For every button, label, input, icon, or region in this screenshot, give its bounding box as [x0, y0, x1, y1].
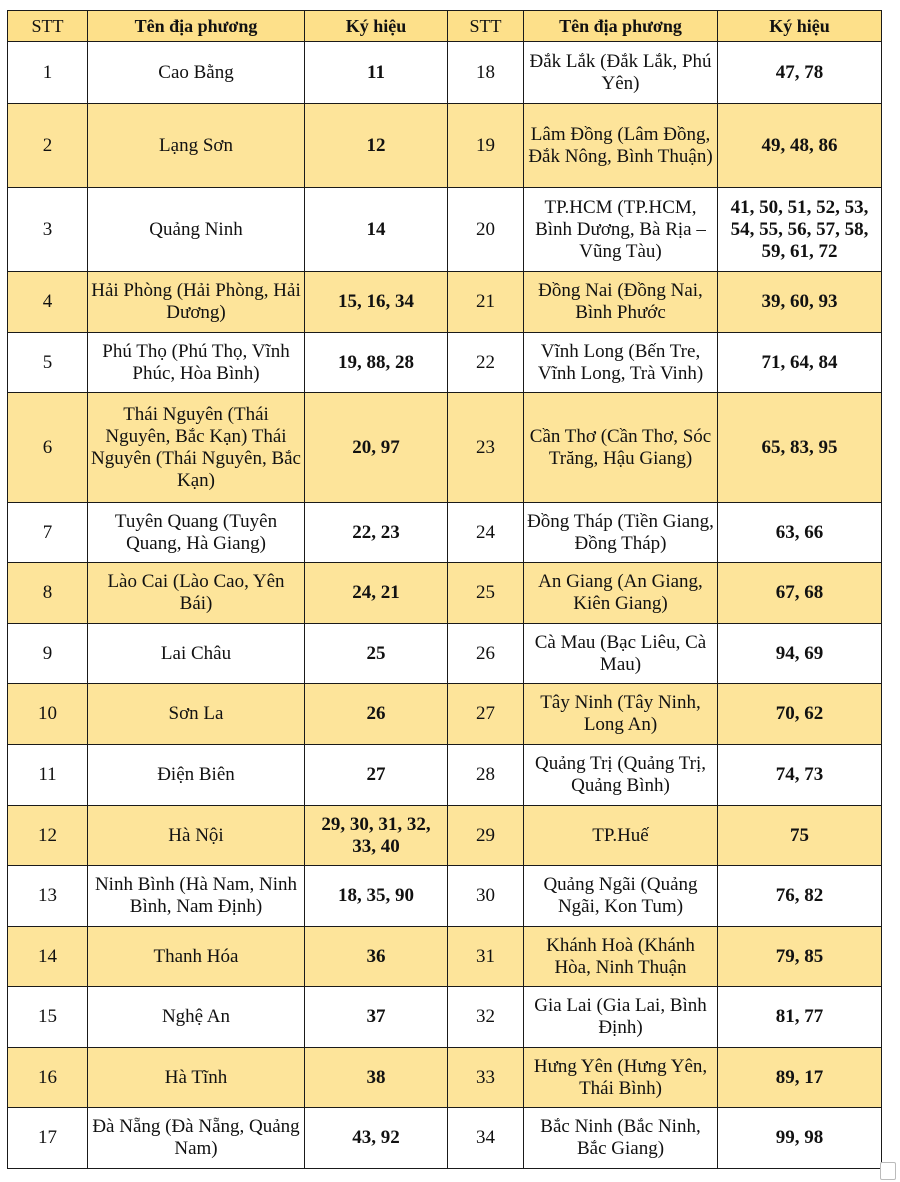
table-row [8, 272, 882, 333]
name-cell-right: Đồng Nai (Đồng Nai, Bình Phước [524, 272, 718, 333]
name-cell-left: Ninh Bình (Hà Nam, Ninh Bình, Nam Định) [88, 866, 305, 927]
table-row [8, 333, 882, 393]
name-cell-left: Thanh Hóa [88, 927, 305, 987]
stt-cell-left: 3 [8, 188, 88, 272]
stt-cell-left: 7 [8, 503, 88, 563]
header-code-left: Ký hiệu [305, 11, 448, 42]
stt-cell-left: 12 [8, 806, 88, 866]
stt-cell-left: 15 [8, 987, 88, 1048]
stt-cell-left: 1 [8, 42, 88, 104]
code-cell-left: 29, 30, 31, 32, 33, 40 [305, 806, 448, 866]
name-cell-left: Lai Châu [88, 624, 305, 684]
name-cell-right: Cần Thơ (Cần Thơ, Sóc Trăng, Hậu Giang) [524, 393, 718, 503]
code-cell-right: 75 [718, 806, 882, 866]
code-cell-right: 81, 77 [718, 987, 882, 1048]
code-cell-right: 67, 68 [718, 563, 882, 624]
code-cell-left: 24, 21 [305, 563, 448, 624]
table-row [8, 745, 882, 806]
code-cell-right: 49, 48, 86 [718, 104, 882, 188]
code-cell-right: 63, 66 [718, 503, 882, 563]
stt-cell-right: 31 [448, 927, 524, 987]
code-cell-right: 99, 98 [718, 1108, 882, 1169]
name-cell-left: Nghệ An [88, 987, 305, 1048]
code-cell-left: 18, 35, 90 [305, 866, 448, 927]
header-stt-right: STT [448, 11, 524, 42]
stt-cell-left: 9 [8, 624, 88, 684]
name-cell-right: Vĩnh Long (Bến Tre, Vĩnh Long, Trà Vinh) [524, 333, 718, 393]
code-cell-left: 37 [305, 987, 448, 1048]
header-name-left: Tên địa phương [88, 11, 305, 42]
code-cell-left: 19, 88, 28 [305, 333, 448, 393]
stt-cell-left: 13 [8, 866, 88, 927]
name-cell-left: Cao Bằng [88, 42, 305, 104]
name-cell-right: Gia Lai (Gia Lai, Bình Định) [524, 987, 718, 1048]
name-cell-left: Lạng Sơn [88, 104, 305, 188]
name-cell-left: Hà Tĩnh [88, 1048, 305, 1108]
table-header-row [8, 11, 882, 42]
stt-cell-right: 19 [448, 104, 524, 188]
code-cell-right: 94, 69 [718, 624, 882, 684]
name-cell-right: An Giang (An Giang, Kiên Giang) [524, 563, 718, 624]
code-cell-right: 70, 62 [718, 684, 882, 745]
stt-cell-left: 16 [8, 1048, 88, 1108]
code-cell-right: 89, 17 [718, 1048, 882, 1108]
name-cell-right: Bắc Ninh (Bắc Ninh, Bắc Giang) [524, 1108, 718, 1169]
name-cell-left: Phú Thọ (Phú Thọ, Vĩnh Phúc, Hòa Bình) [88, 333, 305, 393]
table-row [8, 927, 882, 987]
code-cell-right: 47, 78 [718, 42, 882, 104]
code-cell-left: 27 [305, 745, 448, 806]
name-cell-right: Khánh Hoà (Khánh Hòa, Ninh Thuận [524, 927, 718, 987]
name-cell-left: Điện Biên [88, 745, 305, 806]
code-cell-left: 14 [305, 188, 448, 272]
table-row [8, 1108, 882, 1169]
code-cell-left: 26 [305, 684, 448, 745]
table-row [8, 104, 882, 188]
resize-handle-icon [880, 1162, 896, 1180]
name-cell-right: Đắk Lắk (Đắk Lắk, Phú Yên) [524, 42, 718, 104]
code-cell-left: 22, 23 [305, 503, 448, 563]
stt-cell-right: 34 [448, 1108, 524, 1169]
name-cell-right: TP.HCM (TP.HCM, Bình Dương, Bà Rịa – Vũng Tàu) [524, 188, 718, 272]
name-cell-left: Quảng Ninh [88, 188, 305, 272]
table-row [8, 188, 882, 272]
header-stt-left: STT [8, 11, 88, 42]
table-row [8, 503, 882, 563]
table-row [8, 806, 882, 866]
name-cell-left: Sơn La [88, 684, 305, 745]
name-cell-right: Quảng Ngãi (Quảng Ngãi, Kon Tum) [524, 866, 718, 927]
stt-cell-left: 14 [8, 927, 88, 987]
code-cell-left: 25 [305, 624, 448, 684]
stt-cell-right: 22 [448, 333, 524, 393]
name-cell-left: Hà Nội [88, 806, 305, 866]
header-name-right: Tên địa phương [524, 11, 718, 42]
name-cell-right: Đồng Tháp (Tiền Giang, Đồng Tháp) [524, 503, 718, 563]
name-cell-right: Cà Mau (Bạc Liêu, Cà Mau) [524, 624, 718, 684]
code-cell-left: 20, 97 [305, 393, 448, 503]
table-row [8, 866, 882, 927]
stt-cell-right: 30 [448, 866, 524, 927]
stt-cell-right: 21 [448, 272, 524, 333]
stt-cell-right: 28 [448, 745, 524, 806]
table-row [8, 987, 882, 1048]
name-cell-right: TP.Huế [524, 806, 718, 866]
code-cell-right: 71, 64, 84 [718, 333, 882, 393]
stt-cell-right: 29 [448, 806, 524, 866]
name-cell-left: Hải Phòng (Hải Phòng, Hải Dương) [88, 272, 305, 333]
stt-cell-right: 24 [448, 503, 524, 563]
name-cell-left: Tuyên Quang (Tuyên Quang, Hà Giang) [88, 503, 305, 563]
name-cell-left: Thái Nguyên (Thái Nguyên, Bắc Kạn) Thái Nguyên (Thái Nguyên, Bắc Kạn) [88, 393, 305, 503]
code-cell-left: 43, 92 [305, 1108, 448, 1169]
table-row [8, 42, 882, 104]
table-row [8, 393, 882, 503]
province-code-table [7, 10, 882, 1169]
stt-cell-right: 23 [448, 393, 524, 503]
name-cell-right: Tây Ninh (Tây Ninh, Long An) [524, 684, 718, 745]
stt-cell-right: 20 [448, 188, 524, 272]
code-cell-left: 38 [305, 1048, 448, 1108]
code-cell-left: 36 [305, 927, 448, 987]
stt-cell-right: 26 [448, 624, 524, 684]
province-code-table-container [7, 10, 881, 1169]
stt-cell-left: 10 [8, 684, 88, 745]
stt-cell-left: 5 [8, 333, 88, 393]
code-cell-left: 15, 16, 34 [305, 272, 448, 333]
stt-cell-left: 11 [8, 745, 88, 806]
stt-cell-left: 4 [8, 272, 88, 333]
code-cell-right: 65, 83, 95 [718, 393, 882, 503]
code-cell-right: 39, 60, 93 [718, 272, 882, 333]
table-row [8, 1048, 882, 1108]
header-code-right: Ký hiệu [718, 11, 882, 42]
name-cell-right: Lâm Đồng (Lâm Đồng, Đắk Nông, Bình Thuận) [524, 104, 718, 188]
stt-cell-right: 18 [448, 42, 524, 104]
name-cell-left: Đà Nẵng (Đà Nẵng, Quảng Nam) [88, 1108, 305, 1169]
stt-cell-left: 17 [8, 1108, 88, 1169]
stt-cell-left: 6 [8, 393, 88, 503]
stt-cell-right: 33 [448, 1048, 524, 1108]
code-cell-left: 12 [305, 104, 448, 188]
code-cell-left: 11 [305, 42, 448, 104]
code-cell-right: 41, 50, 51, 52, 53, 54, 55, 56, 57, 58, 59, 61, 72 [718, 188, 882, 272]
stt-cell-right: 25 [448, 563, 524, 624]
stt-cell-left: 2 [8, 104, 88, 188]
stt-cell-right: 32 [448, 987, 524, 1048]
code-cell-right: 74, 73 [718, 745, 882, 806]
name-cell-left: Lào Cai (Lào Cao, Yên Bái) [88, 563, 305, 624]
stt-cell-left: 8 [8, 563, 88, 624]
code-cell-right: 76, 82 [718, 866, 882, 927]
table-row [8, 684, 882, 745]
name-cell-right: Hưng Yên (Hưng Yên, Thái Bình) [524, 1048, 718, 1108]
stt-cell-right: 27 [448, 684, 524, 745]
name-cell-right: Quảng Trị (Quảng Trị, Quảng Bình) [524, 745, 718, 806]
code-cell-right: 79, 85 [718, 927, 882, 987]
table-row [8, 563, 882, 624]
table-row [8, 624, 882, 684]
